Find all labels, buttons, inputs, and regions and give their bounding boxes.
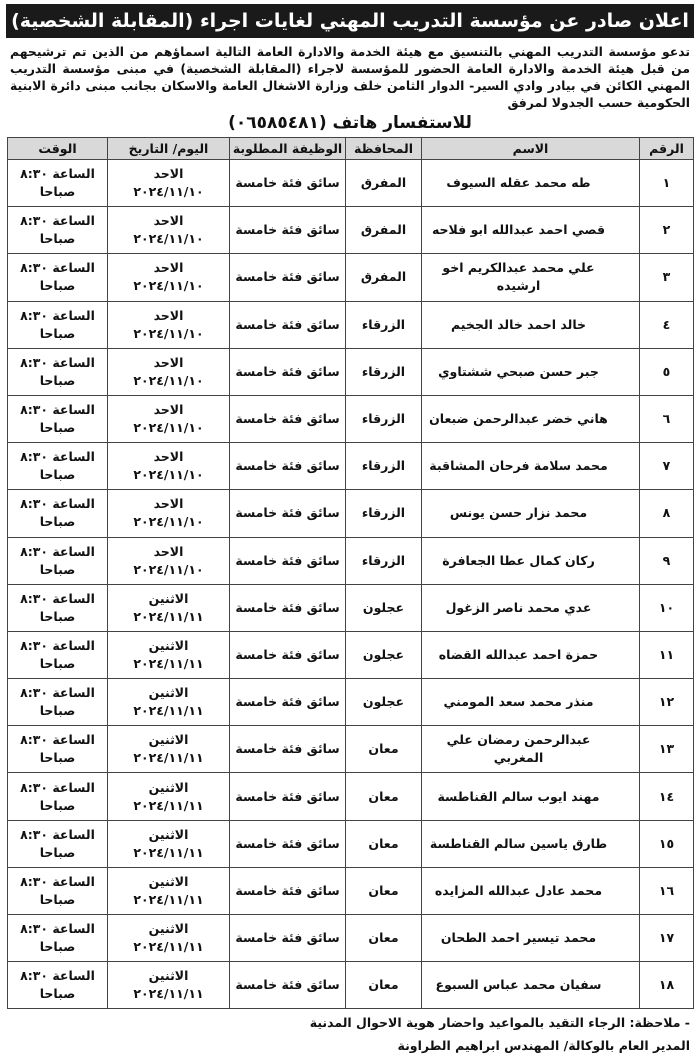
cell-time-period: صباحا: [39, 325, 76, 341]
cell-time-time: الساعة ٨:٣٠: [20, 166, 95, 182]
cell-job: سائق فئة خامسة: [230, 679, 346, 726]
cell-name: عدي محمد ناصر الزغول: [422, 584, 640, 631]
cell-day-date-date: ٢٠٢٤/١١/١١: [133, 703, 204, 719]
cell-day-date-date: ٢٠٢٤/١١/١١: [133, 655, 204, 671]
cell-name: محمد سلامة فرحان المشاقبة: [422, 443, 640, 490]
cell-day-date-date: ٢٠٢٤/١١/١٠: [133, 325, 204, 341]
cell-governorate: الزرقاء: [346, 490, 422, 537]
cell-day-date: [108, 207, 230, 254]
cell-num: ١٤: [640, 773, 694, 820]
table-row: [8, 679, 694, 726]
signature-line: المدير العام بالوكالة/ المهندس ابراهيم الطراونة: [397, 1038, 690, 1054]
inquiry-phone: للاستفسار هاتف (٠٦٥٨٥٤٨١): [228, 113, 472, 133]
cell-time-time: الساعة ٨:٣٠: [20, 968, 95, 984]
cell-day-date-date: ٢٠٢٤/١١/١٠: [133, 372, 204, 388]
cell-time-period: صباحا: [39, 844, 76, 860]
cell-time-time: الساعة ٨:٣٠: [20, 590, 95, 606]
cell-time: [8, 301, 108, 348]
cell-time: [8, 443, 108, 490]
cell-time: [8, 584, 108, 631]
cell-time-time: الساعة ٨:٣٠: [20, 685, 95, 701]
cell-day-date: [108, 254, 230, 301]
cell-governorate: الزرقاء: [346, 348, 422, 395]
cell-day-date: [108, 726, 230, 773]
cell-time: [8, 490, 108, 537]
cell-time-period: صباحا: [39, 561, 76, 577]
table-row: [8, 820, 694, 867]
cell-day-date-day: الاثنين: [148, 685, 189, 701]
cell-day-date-date: ٢٠٢٤/١١/١٠: [133, 420, 204, 436]
header-name: الاسم: [422, 138, 640, 160]
cell-num: ١١: [640, 631, 694, 678]
cell-name: مهند ايوب سالم القناطسة: [422, 773, 640, 820]
table-row: [8, 537, 694, 584]
table-row: [8, 490, 694, 537]
cell-time-time: الساعة ٨:٣٠: [20, 826, 95, 842]
cell-day-date: [108, 490, 230, 537]
cell-time: [8, 820, 108, 867]
cell-time-period: صباحا: [39, 703, 76, 719]
cell-time-period: صباحا: [39, 750, 76, 766]
cell-day-date-date: ٢٠٢٤/١١/١٠: [133, 184, 204, 200]
cell-day-date-day: الاثنين: [148, 732, 189, 748]
cell-time-period: صباحا: [39, 797, 76, 813]
cell-day-date-day: الاحد: [153, 307, 184, 323]
cell-day-date-day: الاثنين: [148, 826, 189, 842]
cell-time-period: صباحا: [39, 655, 76, 671]
table-row: [8, 348, 694, 395]
cell-num: ١٥: [640, 820, 694, 867]
cell-day-date: [108, 915, 230, 962]
cell-job: سائق فئة خامسة: [230, 207, 346, 254]
header-time: الوقت: [8, 138, 108, 160]
cell-time: [8, 773, 108, 820]
cell-time-period: صباحا: [39, 467, 76, 483]
cell-day-date-day: الاحد: [153, 543, 184, 559]
cell-name: قصي احمد عبدالله ابو فلاحه: [422, 207, 640, 254]
cell-num: ١: [640, 160, 694, 207]
cell-time-period: صباحا: [39, 372, 76, 388]
cell-job: سائق فئة خامسة: [230, 915, 346, 962]
cell-day-date: [108, 584, 230, 631]
cell-governorate: المفرق: [346, 207, 422, 254]
table-row: [8, 301, 694, 348]
cell-job: سائق فئة خامسة: [230, 584, 346, 631]
cell-day-date: [108, 867, 230, 914]
table-row: [8, 395, 694, 442]
cell-num: ١٦: [640, 867, 694, 914]
cell-name: محمد نزار حسن يونس: [422, 490, 640, 537]
cell-day-date-day: الاثنين: [148, 779, 189, 795]
cell-num: ٧: [640, 443, 694, 490]
cell-governorate: معان: [346, 773, 422, 820]
cell-day-date-date: ٢٠٢٤/١١/١١: [133, 891, 204, 907]
cell-governorate: معان: [346, 915, 422, 962]
cell-day-date-day: الاحد: [153, 166, 184, 182]
cell-time-time: الساعة ٨:٣٠: [20, 732, 95, 748]
cell-day-date-date: ٢٠٢٤/١١/١٠: [133, 231, 204, 247]
cell-day-date-date: ٢٠٢٤/١١/١٠: [133, 514, 204, 530]
table-row: [8, 726, 694, 773]
cell-name: خالد احمد خالد الجخيم: [422, 301, 640, 348]
cell-day-date-date: ٢٠٢٤/١١/١٠: [133, 467, 204, 483]
table-header-row: [8, 138, 694, 160]
cell-time-time: الساعة ٨:٣٠: [20, 260, 95, 276]
cell-governorate: الزرقاء: [346, 443, 422, 490]
cell-time: [8, 537, 108, 584]
cell-day-date: [108, 348, 230, 395]
cell-time-period: صباحا: [39, 231, 76, 247]
cell-job: سائق فئة خامسة: [230, 490, 346, 537]
cell-time-period: صباحا: [39, 420, 76, 436]
cell-governorate: معان: [346, 867, 422, 914]
cell-day-date-day: الاحد: [153, 449, 184, 465]
cell-job: سائق فئة خامسة: [230, 867, 346, 914]
cell-governorate: معان: [346, 962, 422, 1009]
cell-time: [8, 160, 108, 207]
cell-name: هاني خضر عبدالرحمن ضبعان: [422, 395, 640, 442]
cell-governorate: الزرقاء: [346, 395, 422, 442]
cell-name: حمزة احمد عبدالله القضاه: [422, 631, 640, 678]
cell-job: سائق فئة خامسة: [230, 160, 346, 207]
cell-day-date: [108, 160, 230, 207]
cell-job: سائق فئة خامسة: [230, 962, 346, 1009]
cell-name: طارق ياسين سالم القناطسة: [422, 820, 640, 867]
cell-name: عبدالرحمن رمضان علي المغربي: [422, 726, 640, 773]
cell-job: سائق فئة خامسة: [230, 537, 346, 584]
cell-job: سائق فئة خامسة: [230, 348, 346, 395]
cell-num: ١٨: [640, 962, 694, 1009]
cell-num: ٩: [640, 537, 694, 584]
candidates-table: [7, 137, 694, 1009]
cell-day-date-date: ٢٠٢٤/١١/١٠: [133, 561, 204, 577]
cell-governorate: معان: [346, 726, 422, 773]
cell-time-time: الساعة ٨:٣٠: [20, 496, 95, 512]
cell-job: سائق فئة خامسة: [230, 820, 346, 867]
cell-day-date-day: الاثنين: [148, 590, 189, 606]
cell-job: سائق فئة خامسة: [230, 301, 346, 348]
cell-name: منذر محمد سعد المومني: [422, 679, 640, 726]
cell-day-date: [108, 962, 230, 1009]
header-num: الرقم: [640, 138, 694, 160]
cell-time-period: صباحا: [39, 891, 76, 907]
cell-day-date-day: الاثنين: [148, 637, 189, 653]
cell-num: ٤: [640, 301, 694, 348]
cell-num: ١٣: [640, 726, 694, 773]
cell-time: [8, 631, 108, 678]
cell-time-period: صباحا: [39, 514, 76, 530]
cell-job: سائق فئة خامسة: [230, 773, 346, 820]
cell-job: سائق فئة خامسة: [230, 443, 346, 490]
table-body: [8, 160, 694, 1009]
announcement-title: اعلان صادر عن مؤسسة التدريب المهني لغايات اجراء (المقابلة الشخصية): [6, 4, 694, 38]
cell-governorate: عجلون: [346, 584, 422, 631]
cell-day-date-day: الاحد: [153, 402, 184, 418]
cell-time-time: الساعة ٨:٣٠: [20, 873, 95, 889]
cell-governorate: المفرق: [346, 160, 422, 207]
cell-time-period: صباحا: [39, 986, 76, 1002]
cell-time-time: الساعة ٨:٣٠: [20, 779, 95, 795]
cell-governorate: المفرق: [346, 254, 422, 301]
cell-time-time: الساعة ٨:٣٠: [20, 637, 95, 653]
cell-time: [8, 679, 108, 726]
cell-time-period: صباحا: [39, 184, 76, 200]
footer-note: - ملاحظة: الرجاء التقيد بالمواعيد واحضار هوية الاحوال المدنية: [309, 1015, 690, 1031]
cell-governorate: عجلون: [346, 679, 422, 726]
cell-name: ركان كمال عطا الجعافرة: [422, 537, 640, 584]
cell-day-date-day: الاحد: [153, 354, 184, 370]
cell-job: سائق فئة خامسة: [230, 395, 346, 442]
cell-name: علي محمد عبدالكريم اخو ارشيده: [422, 254, 640, 301]
cell-day-date-date: ٢٠٢٤/١١/١١: [133, 608, 204, 624]
header-job: الوظيفة المطلوبة: [230, 138, 346, 160]
cell-num: ٢: [640, 207, 694, 254]
cell-name: طه محمد عقله السيوف: [422, 160, 640, 207]
table-row: [8, 443, 694, 490]
cell-num: ٣: [640, 254, 694, 301]
cell-time: [8, 348, 108, 395]
cell-day-date: [108, 301, 230, 348]
cell-num: ١٧: [640, 915, 694, 962]
cell-day-date-date: ٢٠٢٤/١١/١١: [133, 750, 204, 766]
cell-time-period: صباحا: [39, 608, 76, 624]
table-row: [8, 631, 694, 678]
cell-time: [8, 962, 108, 1009]
cell-job: سائق فئة خامسة: [230, 254, 346, 301]
cell-name: محمد عادل عبدالله المزايده: [422, 867, 640, 914]
table-row: [8, 207, 694, 254]
cell-day-date: [108, 395, 230, 442]
cell-job: سائق فئة خامسة: [230, 631, 346, 678]
cell-day-date-day: الاثنين: [148, 921, 189, 937]
cell-time-time: الساعة ٨:٣٠: [20, 213, 95, 229]
table-row: [8, 915, 694, 962]
cell-time-time: الساعة ٨:٣٠: [20, 543, 95, 559]
cell-day-date-day: الاحد: [153, 260, 184, 276]
table-row: [8, 867, 694, 914]
cell-day-date-day: الاثنين: [148, 873, 189, 889]
cell-day-date: [108, 679, 230, 726]
cell-num: ٦: [640, 395, 694, 442]
cell-governorate: الزرقاء: [346, 537, 422, 584]
cell-governorate: معان: [346, 820, 422, 867]
cell-day-date: [108, 773, 230, 820]
cell-time: [8, 726, 108, 773]
table-row: [8, 160, 694, 207]
cell-day-date: [108, 631, 230, 678]
cell-time: [8, 395, 108, 442]
cell-time-time: الساعة ٨:٣٠: [20, 449, 95, 465]
cell-day-date-date: ٢٠٢٤/١١/١١: [133, 844, 204, 860]
table-row: [8, 773, 694, 820]
cell-num: ٨: [640, 490, 694, 537]
header-day-date: اليوم/ التاريخ: [108, 138, 230, 160]
cell-day-date-day: الاثنين: [148, 968, 189, 984]
intro-paragraph: تدعو مؤسسة التدريب المهني بالتنسيق مع هيئة الخدمة والادارة العامة التالية اسماؤهم من الذين تم ترشيحهم من قبل هيئة الخدمة والادارة العامة الحضور للمؤسسة لاجراء (المقابلة الشخصية) في مبنى مؤسسة التدريب المهني الكائن في بيادر وادي السير- الدوار الثامن خلف وزارة الاشغال العامة والاسكان بجانب مبنى دائرة الابنية الحكومية حسب الجدولا لمرفق: [10, 44, 690, 110]
cell-time-time: الساعة ٨:٣٠: [20, 354, 95, 370]
cell-day-date-date: ٢٠٢٤/١١/١١: [133, 797, 204, 813]
cell-governorate: عجلون: [346, 631, 422, 678]
header-governorate: المحافظة: [346, 138, 422, 160]
cell-day-date: [108, 537, 230, 584]
cell-governorate: الزرقاء: [346, 301, 422, 348]
cell-time-period: صباحا: [39, 939, 76, 955]
cell-name: جبر حسن صبحي ششتاوي: [422, 348, 640, 395]
cell-time-time: الساعة ٨:٣٠: [20, 921, 95, 937]
cell-num: ١٠: [640, 584, 694, 631]
cell-time: [8, 867, 108, 914]
cell-time-time: الساعة ٨:٣٠: [20, 402, 95, 418]
table-row: [8, 962, 694, 1009]
cell-day-date-day: الاحد: [153, 496, 184, 512]
cell-day-date-day: الاحد: [153, 213, 184, 229]
cell-name: سفيان محمد عباس السبوع: [422, 962, 640, 1009]
cell-num: ٥: [640, 348, 694, 395]
table-row: [8, 254, 694, 301]
cell-time: [8, 254, 108, 301]
cell-time-period: صباحا: [39, 278, 76, 294]
cell-time: [8, 915, 108, 962]
cell-day-date: [108, 820, 230, 867]
cell-day-date: [108, 443, 230, 490]
cell-job: سائق فئة خامسة: [230, 726, 346, 773]
cell-day-date-date: ٢٠٢٤/١١/١٠: [133, 278, 204, 294]
cell-time-time: الساعة ٨:٣٠: [20, 307, 95, 323]
cell-name: محمد تيسير احمد الطحان: [422, 915, 640, 962]
cell-day-date-date: ٢٠٢٤/١١/١١: [133, 986, 204, 1002]
cell-num: ١٢: [640, 679, 694, 726]
table-row: [8, 584, 694, 631]
cell-time: [8, 207, 108, 254]
cell-day-date-date: ٢٠٢٤/١١/١١: [133, 939, 204, 955]
